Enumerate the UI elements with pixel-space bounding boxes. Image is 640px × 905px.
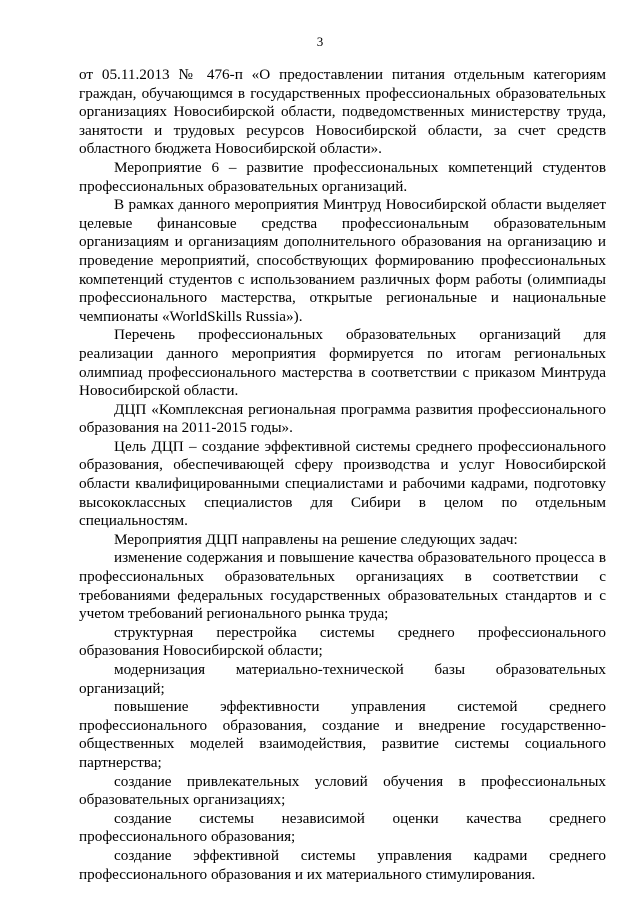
document-body [79, 66, 606, 884]
paragraph: В рамках данного мероприятия Минтруд Новосибирской области выделяет целевые финансовые средства профессиональным образовательным организациям и организациям дополнительного образования на организацию и проведение мероприятий, способствующих формированию профессиональных компетенций студентов с использованием различных форм работы (олимпиады профессионального мастерства, открытые региональные и национальные чемпионаты «WorldSkills Russia»). [79, 196, 606, 325]
paragraph: от 05.11.2013 № 476-п «О предоставлении питания отдельным категориям граждан, обучающимся в государственных профессиональных образовательных организациях Новосибирской области, подведомственных министерству труда, занятости и трудовых ресурсов Новосибирской области, за счет средств областного бюджета Новосибирской области». [79, 66, 606, 158]
list-item: изменение содержания и повышение качества образовательного процесса в профессиональных образовательных организациях в соответствии с требованиями федеральных государственных образовательных стандартов и с учетом требований регионального рынка труда; [79, 549, 606, 623]
paragraph: ДЦП «Комплексная региональная программа развития профессионального образования на 2011-2015 годы». [79, 400, 606, 437]
list-item: создание эффективной системы управления кадрами среднего профессионального образования и их материального стимулирования. [79, 846, 606, 883]
paragraph: Мероприятия ДЦП направлены на решение следующих задач: [114, 530, 518, 548]
list-item: создание привлекательных условий обучения в профессиональных образовательных организациях; [79, 772, 606, 809]
paragraph: Мероприятие 6 – развитие профессиональных компетенций студентов профессиональных образовательных организаций. [79, 158, 606, 195]
list-item: повышение эффективности управления системой среднего профессионального образования, создание и внедрение государственно-общественных моделей взаимодействия, развитие системы социального партнерства; [79, 698, 606, 771]
list-item: структурная перестройка системы среднего профессионального образования Новосибирской области; [79, 623, 606, 660]
paragraph: Цель ДЦП – создание эффективной системы среднего профессионального образования, обеспечивающей сферу производства и услуг Новосибирской области квалифицированными специалистами и рабочими кадрами, подготовку высококлассных специалистов для Сибири в целом по отдельным специальностям. [79, 437, 606, 530]
page-number: 3 [316, 34, 324, 49]
paragraph: Перечень профессиональных образовательных организаций для реализации данного мероприятия формируется по итогам региональных олимпиад профессионального мастерства в соответствии с приказом Минтруда Новосибирской области. [79, 326, 606, 400]
list-item: модернизация материально-технической базы образовательных организаций; [79, 661, 606, 697]
list-item: создание системы независимой оценки качества среднего профессионального образования; [79, 809, 606, 846]
